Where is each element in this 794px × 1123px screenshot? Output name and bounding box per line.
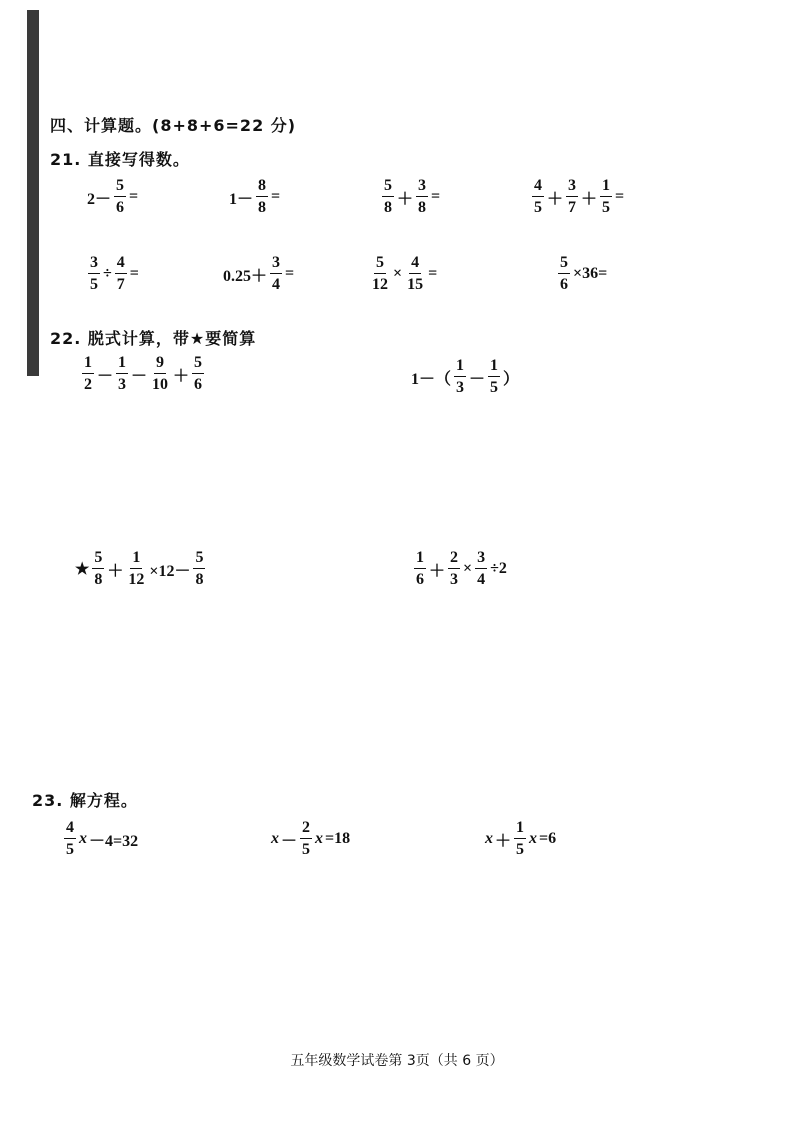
fraction-denominator: 8 bbox=[195, 571, 204, 588]
math-text: × bbox=[463, 560, 473, 577]
fraction bbox=[82, 355, 94, 393]
fraction bbox=[192, 355, 204, 393]
fraction bbox=[270, 255, 282, 293]
fraction-numerator: 4 bbox=[409, 255, 421, 274]
math-text: ＋ bbox=[107, 562, 124, 580]
fraction-denominator: 12 bbox=[128, 571, 145, 588]
math-text: ＋ bbox=[429, 562, 446, 580]
fraction-denominator: 7 bbox=[568, 199, 577, 216]
fraction-numerator: 1 bbox=[600, 178, 612, 197]
math-text: = bbox=[285, 265, 295, 282]
math-text: = bbox=[615, 188, 625, 205]
fraction bbox=[448, 550, 460, 588]
fraction-numerator: 5 bbox=[192, 355, 204, 374]
fraction-numerator: 1 bbox=[116, 355, 128, 374]
fraction-denominator: 5 bbox=[516, 841, 525, 858]
fraction bbox=[193, 550, 205, 588]
fraction-numerator: 2 bbox=[300, 820, 312, 839]
fraction bbox=[300, 820, 312, 858]
q21-item-1 bbox=[86, 178, 139, 216]
q21-label: 21. 直接写得数。 bbox=[50, 150, 190, 169]
fraction bbox=[414, 550, 426, 588]
fraction bbox=[514, 820, 526, 858]
q22-item-3 bbox=[74, 550, 207, 588]
fraction bbox=[92, 550, 104, 588]
fraction bbox=[116, 355, 128, 393]
fraction-numerator: 5 bbox=[92, 550, 104, 569]
fraction-numerator: 5 bbox=[558, 255, 570, 274]
math-text: ×36= bbox=[573, 265, 608, 282]
fraction bbox=[64, 820, 76, 858]
math-text: ＋ bbox=[547, 190, 564, 208]
math-text: = bbox=[271, 188, 281, 205]
math-text: ＋ bbox=[495, 832, 512, 850]
q22-label: 22. 脱式计算，带★要简算 bbox=[50, 329, 257, 348]
fraction bbox=[150, 355, 170, 393]
variable: x bbox=[79, 830, 87, 847]
fraction-denominator: 10 bbox=[152, 376, 169, 393]
fraction-numerator: 3 bbox=[416, 178, 428, 197]
fraction-numerator: 3 bbox=[566, 178, 578, 197]
math-text: ★ bbox=[75, 561, 90, 578]
math-text: =6 bbox=[539, 830, 557, 847]
math-text: －4=32 bbox=[89, 832, 139, 850]
fraction-denominator: 12 bbox=[372, 276, 388, 293]
fraction-numerator: 1 bbox=[454, 358, 466, 377]
math-text: － bbox=[97, 367, 114, 385]
fraction-denominator: 5 bbox=[66, 841, 74, 858]
fraction-denominator: 6 bbox=[116, 199, 125, 216]
fraction bbox=[405, 255, 425, 293]
fraction-denominator: 5 bbox=[490, 379, 499, 396]
math-text: ＋ bbox=[397, 190, 414, 208]
fraction-numerator: 3 bbox=[88, 255, 100, 274]
fraction-denominator: 7 bbox=[116, 276, 125, 293]
q21-item-5 bbox=[86, 255, 140, 293]
fraction-denominator: 8 bbox=[384, 199, 392, 216]
fraction bbox=[558, 255, 570, 293]
fraction bbox=[370, 255, 390, 293]
binding-strip bbox=[27, 10, 39, 376]
q23-item-2 bbox=[270, 820, 351, 858]
q21-item-7 bbox=[368, 255, 438, 293]
fraction-numerator: 5 bbox=[382, 178, 394, 197]
math-text: 0.25＋ bbox=[223, 267, 268, 285]
fraction bbox=[256, 178, 268, 216]
math-text: × bbox=[393, 265, 403, 282]
q23-item-3 bbox=[484, 820, 557, 858]
q23-label: 23. 解方程。 bbox=[32, 791, 138, 810]
fraction-numerator: 1 bbox=[488, 358, 500, 377]
fraction-denominator: 8 bbox=[418, 199, 427, 216]
fraction-numerator: 3 bbox=[475, 550, 487, 569]
fraction-numerator: 8 bbox=[256, 178, 268, 197]
fraction-denominator: 5 bbox=[302, 841, 311, 858]
q22-item-4 bbox=[412, 550, 508, 588]
fraction bbox=[416, 178, 428, 216]
fraction-numerator: 3 bbox=[270, 255, 282, 274]
math-text: ×12－ bbox=[149, 562, 191, 580]
math-text: = bbox=[129, 188, 139, 205]
q21-item-8 bbox=[556, 255, 608, 293]
fraction-numerator: 5 bbox=[374, 255, 386, 274]
q23-item-1 bbox=[62, 820, 139, 858]
section-title: 四、计算题。(8+8+6=22 分) bbox=[50, 116, 297, 135]
math-text: － bbox=[469, 370, 486, 388]
fraction-numerator: 5 bbox=[193, 550, 205, 569]
fraction-numerator: 2 bbox=[448, 550, 460, 569]
fraction-denominator: 6 bbox=[194, 376, 203, 393]
fraction-denominator: 4 bbox=[477, 571, 486, 588]
fraction-numerator: 1 bbox=[130, 550, 142, 569]
q21-item-6 bbox=[222, 255, 295, 293]
fraction bbox=[114, 178, 126, 216]
fraction bbox=[88, 255, 100, 293]
math-text: 2－ bbox=[87, 190, 112, 208]
fraction-numerator: 1 bbox=[82, 355, 94, 374]
fraction bbox=[566, 178, 578, 216]
fraction-denominator: 6 bbox=[416, 571, 424, 588]
math-text: ） bbox=[503, 370, 520, 388]
variable: x bbox=[485, 830, 493, 847]
fraction bbox=[115, 255, 127, 293]
math-text: － bbox=[131, 367, 148, 385]
fraction-denominator: 5 bbox=[90, 276, 98, 293]
fraction-numerator: 4 bbox=[64, 820, 76, 839]
q21-item-3 bbox=[380, 178, 441, 216]
q21-item-2 bbox=[228, 178, 281, 216]
fraction-denominator: 4 bbox=[272, 276, 281, 293]
math-text: ÷2 bbox=[490, 560, 507, 577]
math-text: =18 bbox=[325, 830, 351, 847]
fraction bbox=[600, 178, 612, 216]
fraction-denominator: 5 bbox=[602, 199, 611, 216]
fraction bbox=[532, 178, 544, 216]
q22-item-1 bbox=[80, 355, 206, 393]
fraction-denominator: 8 bbox=[94, 571, 103, 588]
fraction-denominator: 3 bbox=[118, 376, 127, 393]
math-text: = bbox=[428, 265, 438, 282]
fraction-denominator: 5 bbox=[534, 199, 542, 216]
fraction-numerator: 5 bbox=[114, 178, 126, 197]
variable: x bbox=[529, 830, 538, 847]
fraction-denominator: 3 bbox=[456, 379, 465, 396]
fraction-numerator: 9 bbox=[154, 355, 166, 374]
math-text: 1－（ bbox=[411, 370, 452, 388]
fraction-numerator: 1 bbox=[514, 820, 526, 839]
math-text: = bbox=[431, 188, 441, 205]
fraction bbox=[126, 550, 146, 588]
fraction-denominator: 8 bbox=[258, 199, 267, 216]
math-text: － bbox=[281, 832, 298, 850]
math-text: 1－ bbox=[229, 190, 254, 208]
math-text: ÷ bbox=[103, 265, 112, 282]
fraction-numerator: 4 bbox=[115, 255, 127, 274]
fraction-denominator: 3 bbox=[450, 571, 459, 588]
fraction bbox=[475, 550, 487, 588]
fraction bbox=[454, 358, 466, 396]
fraction bbox=[488, 358, 500, 396]
q22-item-2 bbox=[410, 358, 520, 396]
math-text: ＋ bbox=[581, 190, 598, 208]
fraction bbox=[382, 178, 394, 216]
page-footer: 五年级数学试卷第 3页（共 6 页） bbox=[290, 1053, 504, 1069]
variable: x bbox=[271, 830, 279, 847]
math-text: = bbox=[129, 265, 139, 282]
fraction-numerator: 4 bbox=[532, 178, 544, 197]
fraction-denominator: 2 bbox=[84, 376, 92, 393]
q21-item-4 bbox=[530, 178, 625, 216]
fraction-numerator: 1 bbox=[414, 550, 426, 569]
fraction-denominator: 6 bbox=[560, 276, 568, 293]
math-text: ＋ bbox=[173, 367, 190, 385]
fraction-denominator: 15 bbox=[407, 276, 424, 293]
variable: x bbox=[315, 830, 324, 847]
